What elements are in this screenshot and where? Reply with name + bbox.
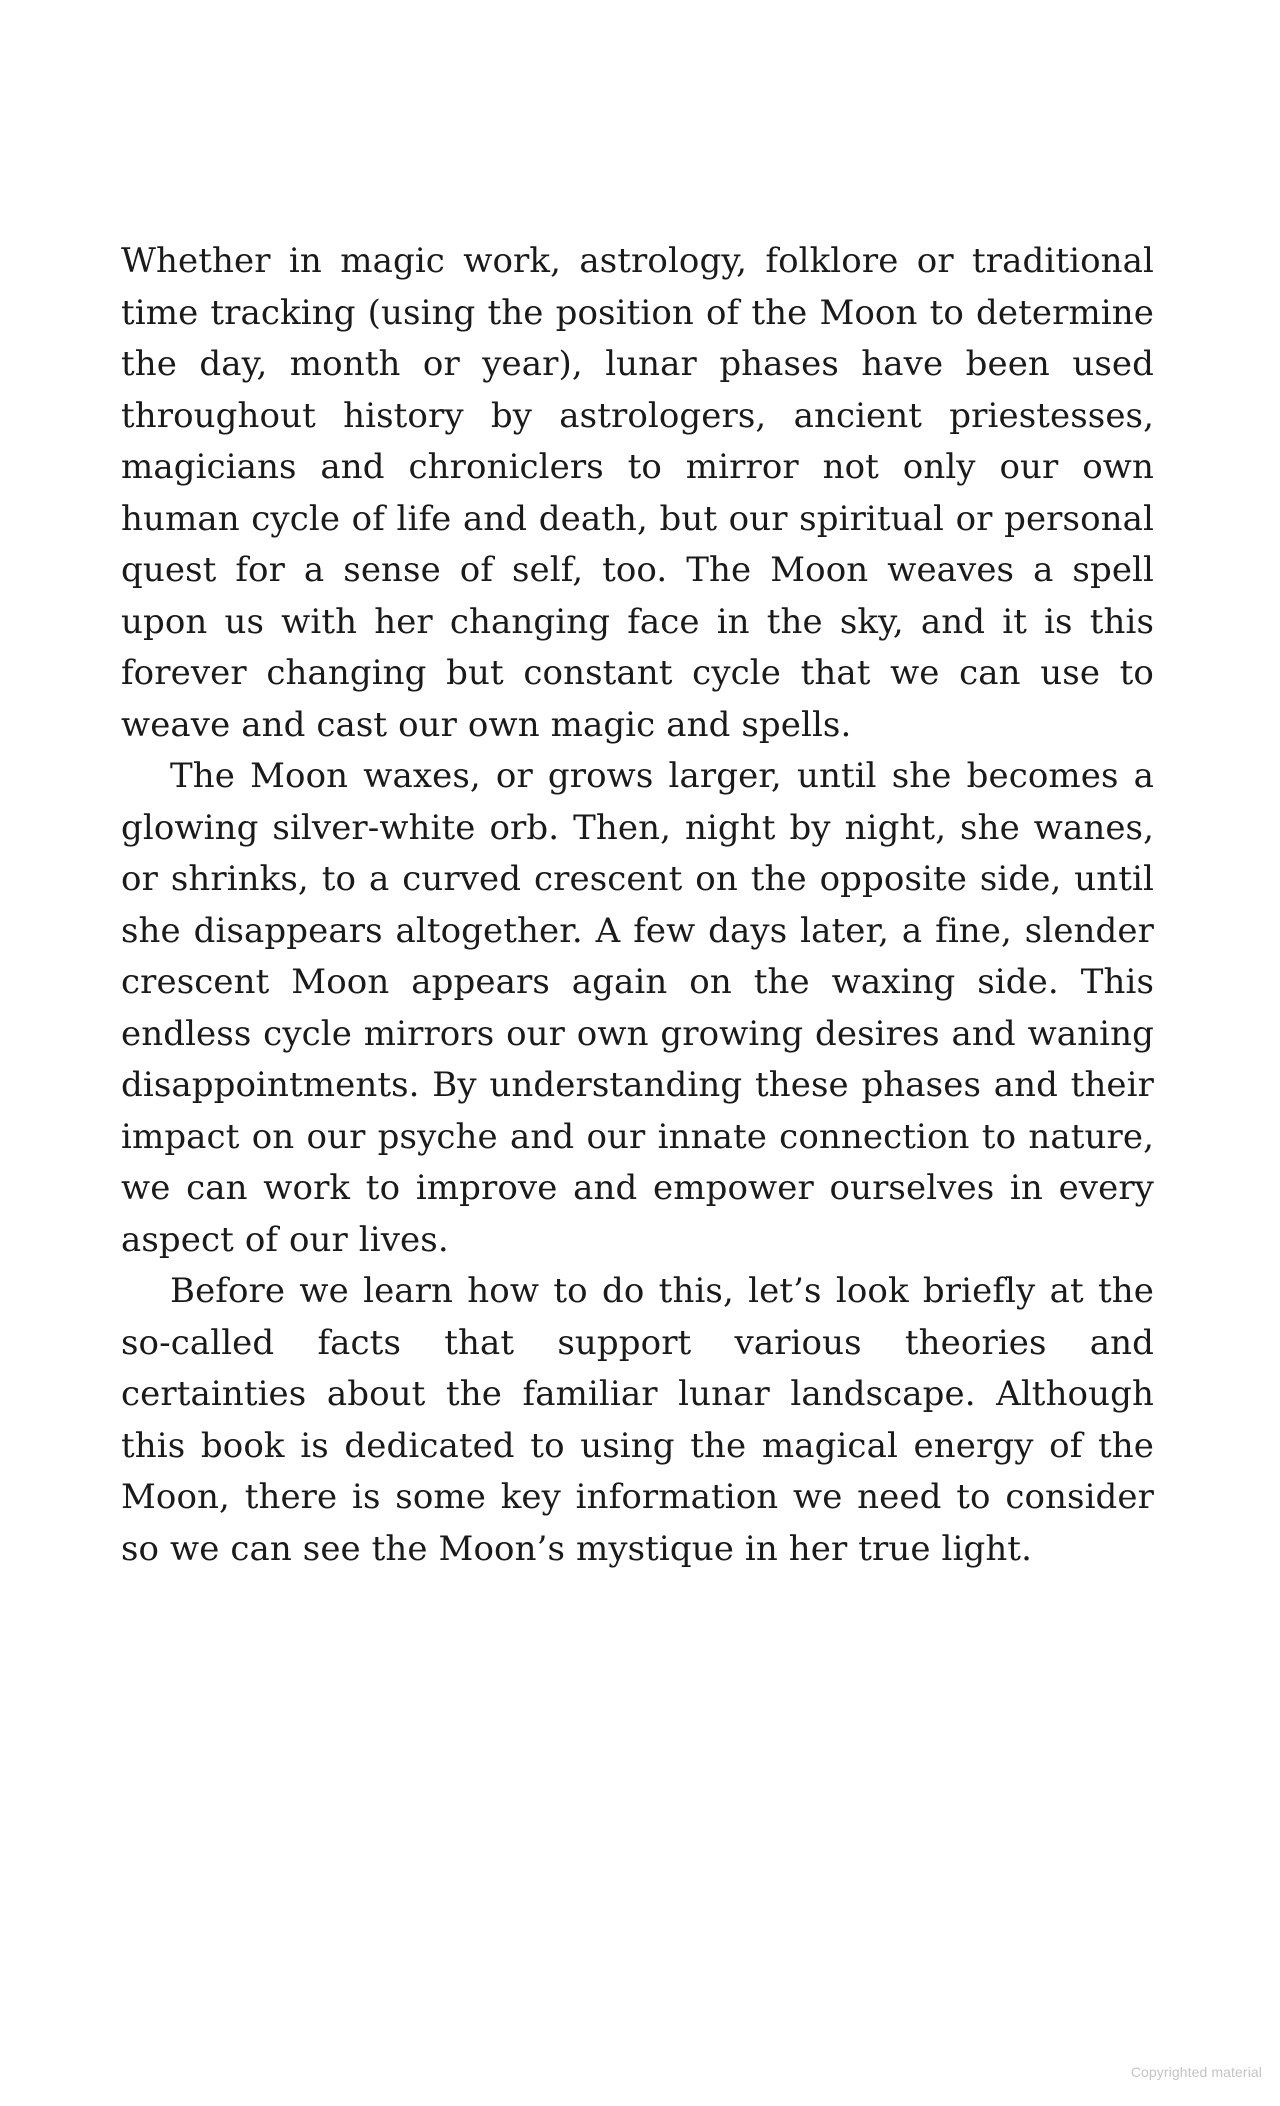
body-text bbox=[121, 236, 1154, 1575]
paragraph-1: Whether in magic work, astrology, folklore or traditional time tracking (using the position of the Moon to determine the day, month or year), lunar phases have been used throughout history by astrologers, ancient priestesses, magicians and chroniclers to mirror not only our own human cycle of life and death, but our spiritual or personal quest for a sense of self, too. The Moon weaves a spell upon us with her changing face in the sky, and it is this forever changing but constant cycle that we can use to weave and cast our own magic and spells. bbox=[121, 241, 1154, 745]
copyright-watermark: Copyrighted material bbox=[1130, 2064, 1262, 2080]
paragraph-2: The Moon waxes, or grows larger, until she becomes a glowing silver-white orb. Then, night by night, she wanes, or shrinks, to a curved crescent on the opposite side, until she disappears altogether. A few days later, a fine, slender crescent Moon appears again on the waxing side. This endless cycle mirrors our own growing desires and waning disappointments. By understanding these phases and their impact on our psyche and our innate connection to nature, we can work to improve and empower ourselves in every aspect of our lives. bbox=[121, 756, 1154, 1260]
paragraph-3: Before we learn how to do this, let’s look briefly at the so-called facts that support various theories and certainties about the familiar lunar landscape. Although this book is dedicated to using the magical energy of the Moon, there is some key information we need to consider so we can see the Moon’s mystique in her true light. bbox=[121, 1271, 1154, 1569]
